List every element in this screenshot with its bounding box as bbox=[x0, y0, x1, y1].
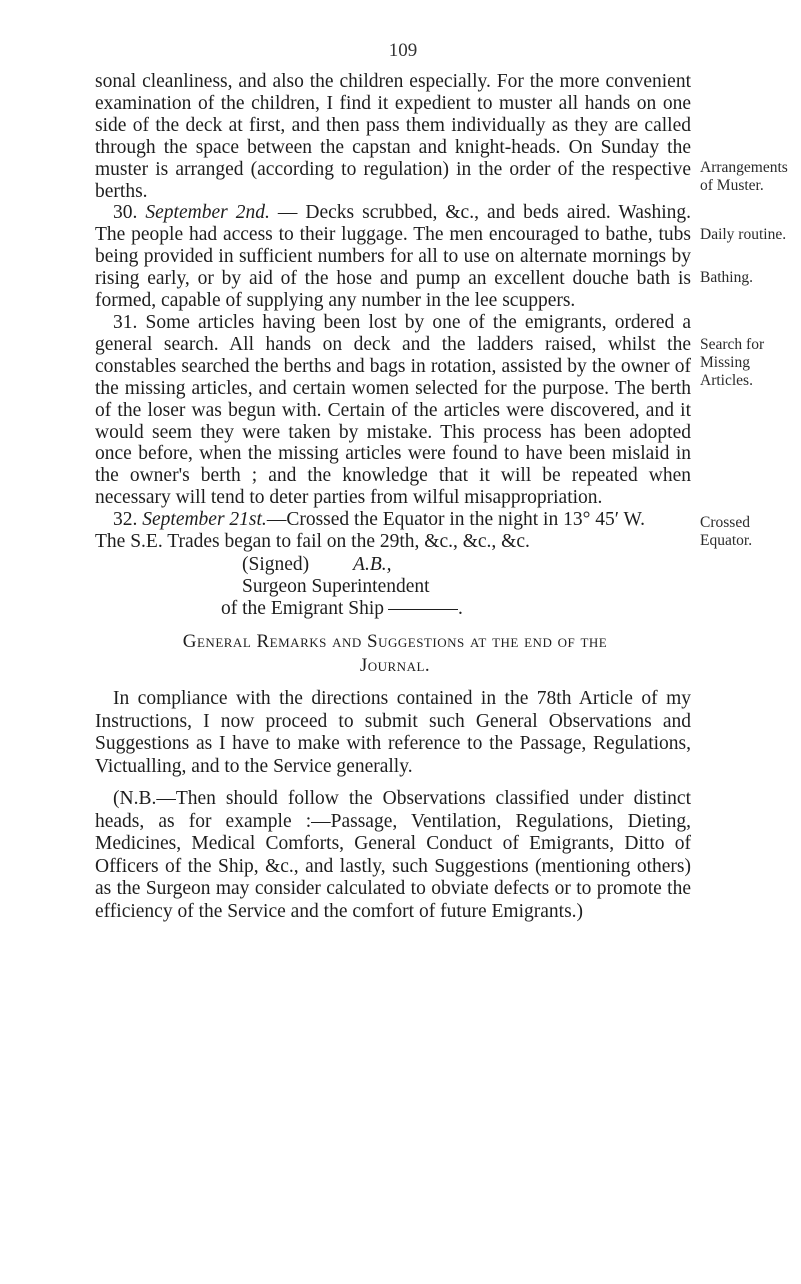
general-remarks bbox=[95, 688, 691, 923]
remarks-paragraph-compliance: In compliance with the directions contained in the 78th Article of my Instructions, I now proceed to submit such General Observations and Suggestions as I have to make with reference to the Passage, Regulations, Victualling, and to the Service generally. bbox=[95, 688, 691, 777]
entry-text: — Decks scrubbed, &c., and beds aired. Washing. The people had access to their luggage. The men encouraged to bathe, tubs being provided in sufficient numbers for all to use on alternate mornings by rising early, or by aid of the hose and pump an excellent douche bath is formed, capable of supplying any number in the lee scuppers. bbox=[95, 202, 692, 312]
section-heading-line2: Journal. bbox=[359, 655, 431, 676]
entry-date: September 21st. bbox=[142, 509, 267, 531]
remarks-paragraph-nb: (N.B.—Then should follow the Observations classified under distinct heads, as for example :—Passage, Ventilation, Regulations, Dieting, Medicines, Medical Comforts, General Conduct of Emigrants, Ditto of Officers of the Ship, &c., and lastly, such Suggestions (mentioning others) as the Surgeon may consider calculated to obviate defects or to promote the efficiency of the Service and the comfort of future Emigrants.) bbox=[95, 788, 691, 922]
margin-note-bathing: Bathing. bbox=[700, 269, 753, 286]
margin-note-daily-routine: Daily routine. bbox=[700, 226, 787, 243]
paragraph-september-2nd bbox=[95, 202, 691, 312]
paragraph-search: 31. Some articles having been lost by one of the emigrants, ordered a general search. All hands on deck and the ladders raised, whilst the constables searched the berths and bags in rotation, assisted by the owner of the missing articles, and certain women selected for the purpose. The berth of the loser was begun with. Certain of the articles were discovered, and it would seem they were taken by mistake. This process has been adopted once before, when the missing articles were found to have been mislaid in the owner's berth ; and the knowledge that it will be repeated when necessary will tend to deter parties from wilful misappropriation. bbox=[95, 311, 691, 509]
margin-note-equator: Equator. bbox=[700, 532, 753, 549]
entry-date: September 2nd. bbox=[145, 202, 270, 224]
paragraph-personal-cleanliness: sonal cleanliness, and also the children especially. For the more convenient examination of the children, I find it expedient to muster all hands on one side of the deck at first, and then pass them individually as they are called through the space between the capstan and knight-heads. On Sunday the muster is arranged (according to regulation) in the order of the respective berths. bbox=[95, 71, 691, 202]
margin-note-crossed: Crossed bbox=[700, 514, 750, 531]
margin-note-arrangements: Arrangements bbox=[700, 159, 788, 176]
margin-note-search-for: Search for bbox=[700, 336, 765, 353]
margin-note-articles: Articles. bbox=[700, 372, 753, 389]
signature-block bbox=[95, 554, 691, 620]
section-heading bbox=[95, 630, 695, 678]
signature-ship: of the Emigrant Ship . bbox=[221, 597, 463, 619]
margin-note-missing: Missing bbox=[700, 354, 750, 371]
section-heading-line1: General Remarks and Suggestions at the end of the bbox=[182, 631, 608, 652]
entry-number: 30. bbox=[113, 202, 138, 224]
signature-initials: A.B., bbox=[353, 553, 392, 575]
page-number: 109 bbox=[388, 40, 418, 61]
signed-label: (Signed) bbox=[242, 553, 310, 575]
paragraph-september-21st bbox=[95, 509, 691, 531]
signature-title: Surgeon Superintendent bbox=[242, 575, 430, 597]
blank-ship-name-line bbox=[388, 609, 458, 610]
margin-note-of-muster: of Muster. bbox=[700, 177, 764, 194]
entry-number: 32. bbox=[113, 509, 138, 531]
signature-line bbox=[95, 554, 691, 576]
entry-text: —Crossed the Equator in the night in 13° 45′ W. bbox=[266, 509, 646, 531]
journal-entries bbox=[95, 71, 691, 620]
paragraph-trades: The S.E. Trades began to fail on the 29th, &c., &c., &c. bbox=[95, 531, 530, 553]
